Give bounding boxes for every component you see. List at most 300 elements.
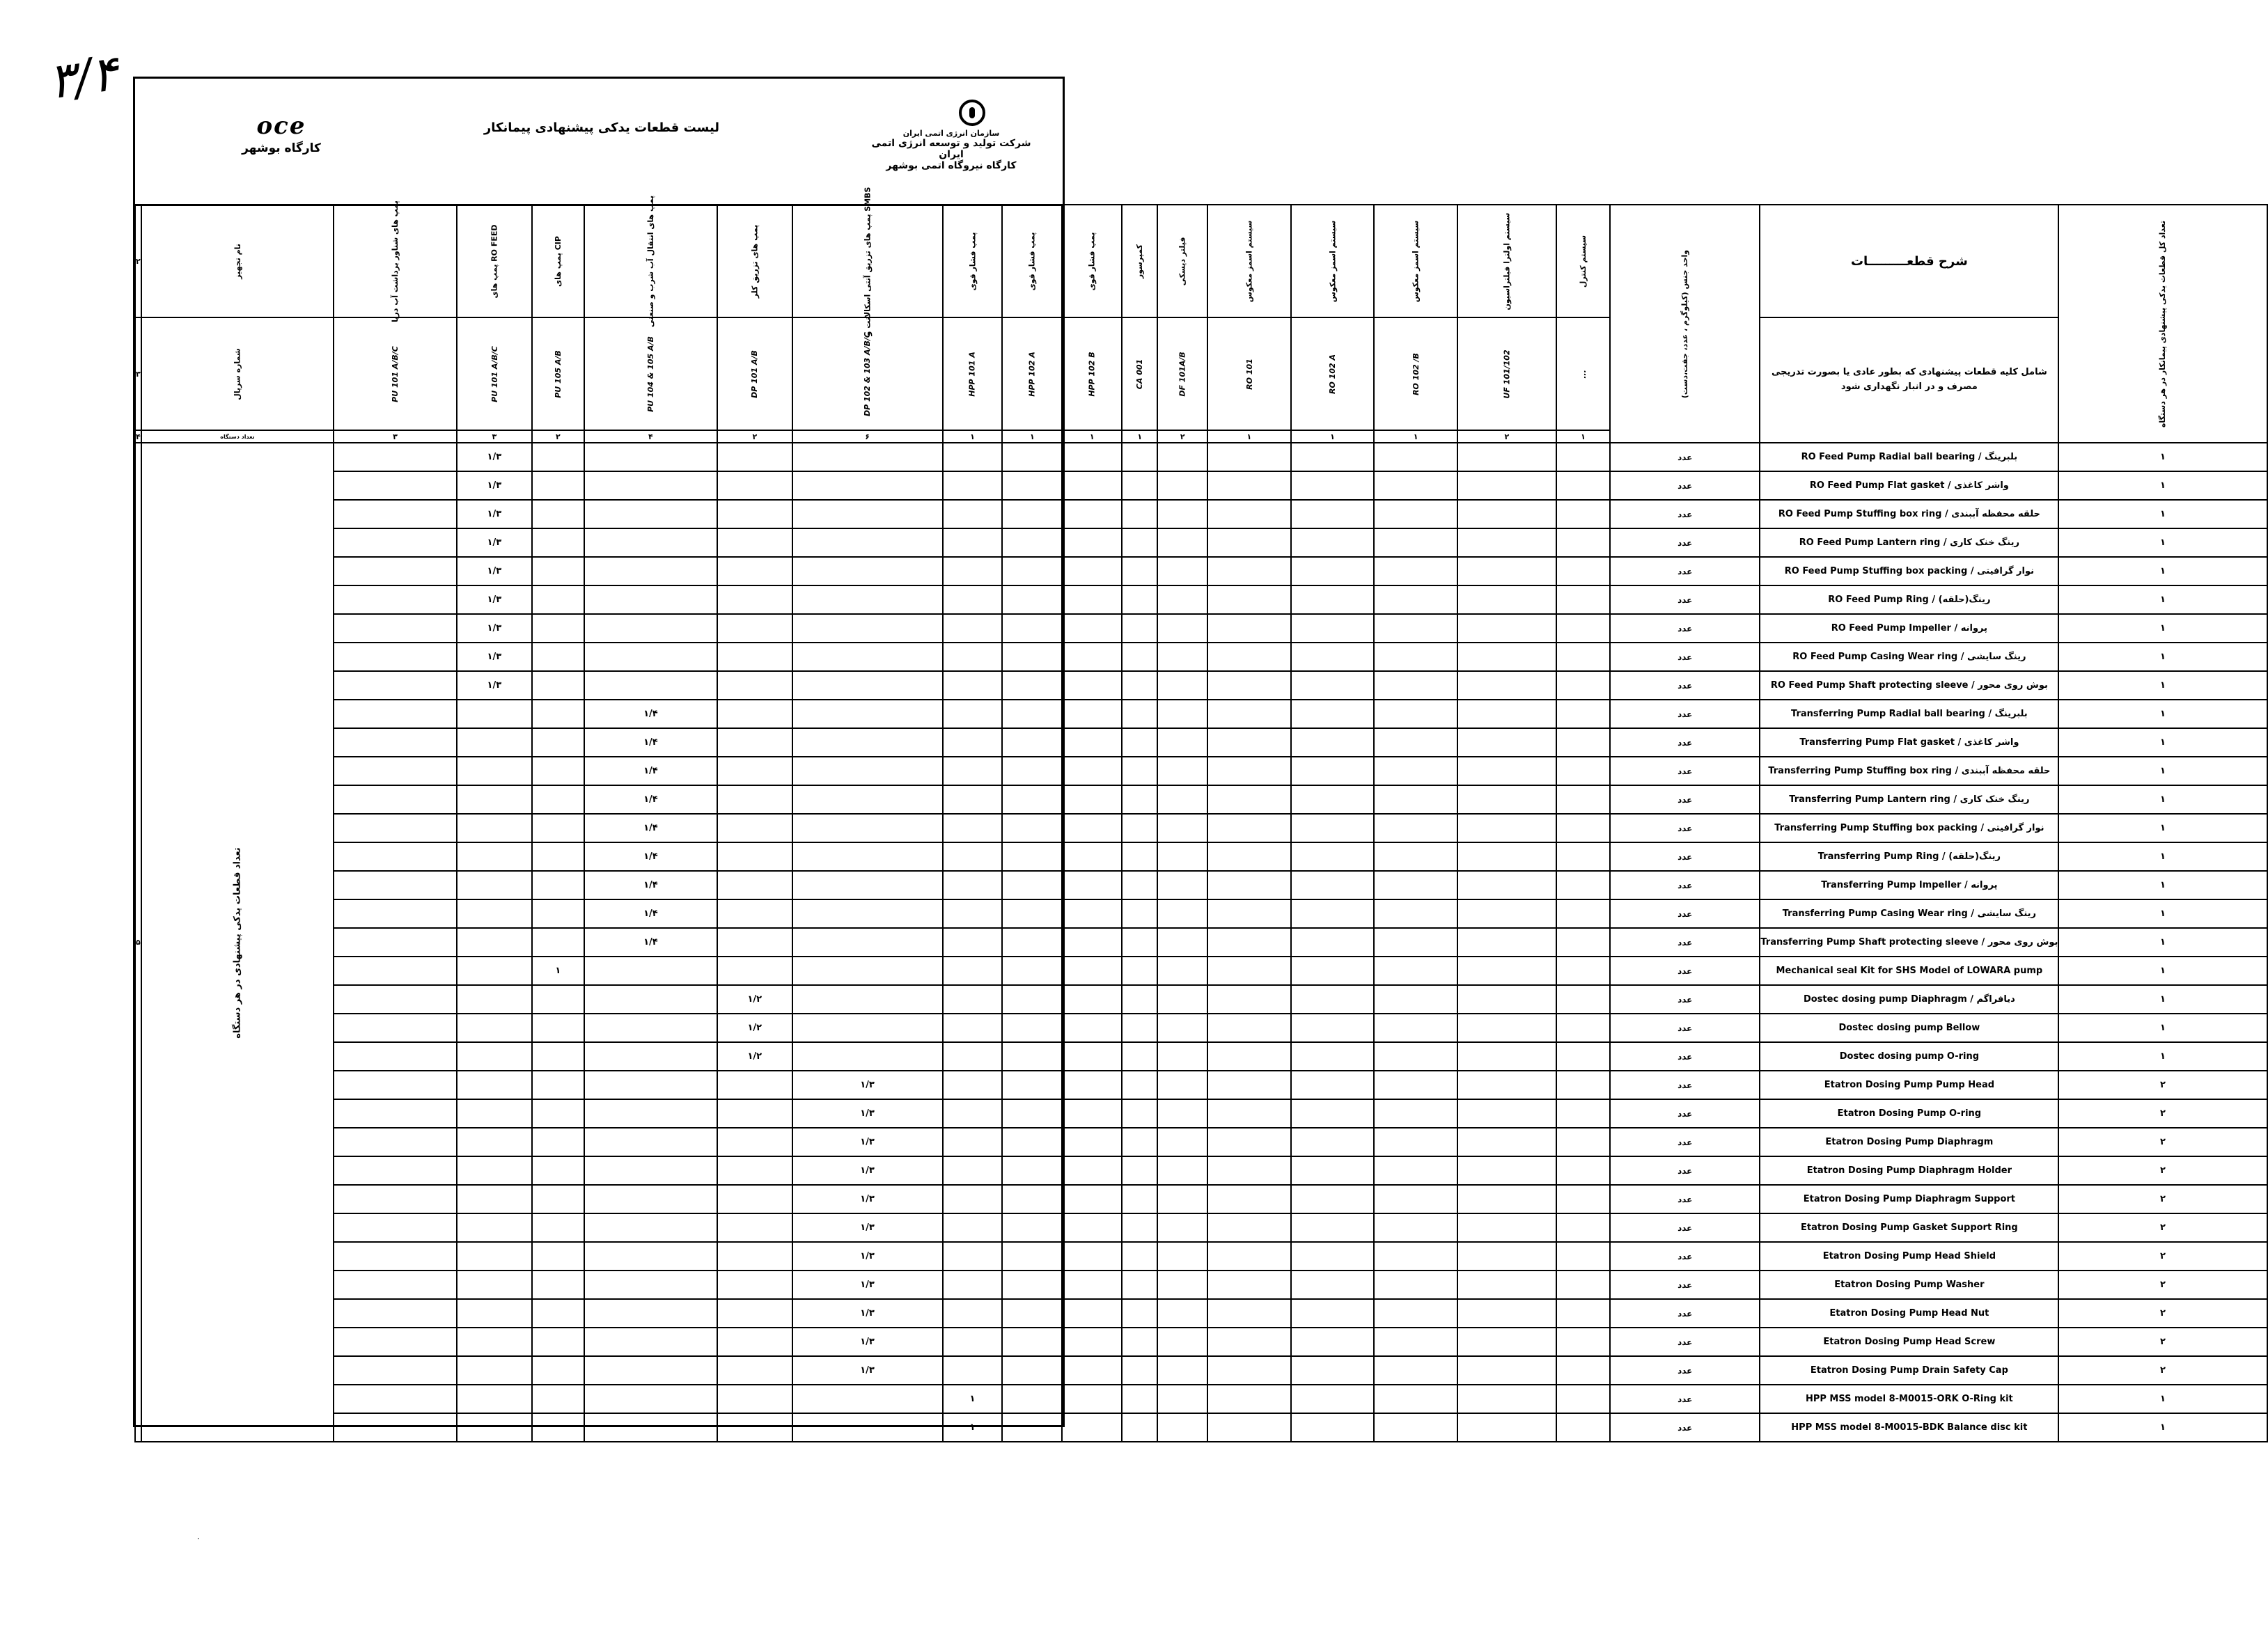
quantity-cell xyxy=(532,871,584,899)
unit-cell: عدد xyxy=(1610,1356,1760,1385)
quantity-cell xyxy=(334,1385,457,1413)
quantity-cell xyxy=(1291,500,1375,528)
contractor-site: کارگاه بوشهر xyxy=(242,141,321,155)
device-count-cell: ۱ xyxy=(1291,430,1375,443)
quantity-cell xyxy=(334,1328,457,1356)
quantity-cell xyxy=(717,928,792,957)
quantity-cell xyxy=(1062,1099,1122,1128)
quantity-cell xyxy=(1556,643,1610,671)
quantity-cell: ۱/۳ xyxy=(792,1156,943,1185)
unit-cell: عدد xyxy=(1610,1042,1760,1071)
quantity-cell xyxy=(457,1185,532,1213)
quantity-cell xyxy=(1122,757,1157,785)
quantity-cell xyxy=(584,1271,717,1299)
quantity-cell xyxy=(717,728,792,757)
unit-cell: عدد xyxy=(1610,585,1760,614)
quantity-cell xyxy=(334,871,457,899)
unit-cell: عدد xyxy=(1610,785,1760,814)
quantity-cell xyxy=(1457,899,1556,928)
quantity-cell xyxy=(1157,671,1207,700)
quantity-cell xyxy=(1062,1242,1122,1271)
quantity-cell xyxy=(532,1413,584,1442)
quantity-cell xyxy=(1291,1242,1375,1271)
unit-cell: عدد xyxy=(1610,728,1760,757)
quantity-cell xyxy=(717,899,792,928)
equipment-name-cell: پمپ های RO FEED xyxy=(457,205,532,317)
quantity-cell xyxy=(1207,1271,1291,1299)
quantity-cell xyxy=(943,957,1003,985)
quantity-cell xyxy=(1457,1042,1556,1071)
quantity-cell: ۱/۴ xyxy=(584,728,717,757)
quantity-cell xyxy=(717,528,792,557)
quantity-cell xyxy=(1002,842,1062,871)
quantity-cell xyxy=(1062,814,1122,842)
quantity-cell xyxy=(1062,1014,1122,1042)
description-cell: HPP MSS model 8-M0015-ORK O-Ring kit xyxy=(1760,1385,2058,1413)
quantity-cell xyxy=(1374,928,1457,957)
quantity-cell xyxy=(457,1014,532,1042)
quantity-cell xyxy=(532,1213,584,1242)
quantity-cell xyxy=(1457,671,1556,700)
quantity-cell xyxy=(1157,1385,1207,1413)
quantity-cell xyxy=(717,785,792,814)
description-cell: Dostec dosing pump O-ring xyxy=(1760,1042,2058,1071)
quantity-cell xyxy=(943,1128,1003,1156)
quantity-cell xyxy=(1556,1242,1610,1271)
quantity-cell xyxy=(1374,1299,1457,1328)
quantity-cell xyxy=(457,899,532,928)
quantity-cell xyxy=(1062,1071,1122,1099)
quantity-cell xyxy=(1291,671,1375,700)
quantity-cell xyxy=(943,785,1003,814)
quantity-cell xyxy=(1122,500,1157,528)
quantity-cell xyxy=(717,1271,792,1299)
quantity-cell xyxy=(1002,1271,1062,1299)
quantity-cell xyxy=(334,785,457,814)
quantity-cell xyxy=(1457,957,1556,985)
quantity-cell xyxy=(1457,1271,1556,1299)
quantity-cell xyxy=(1556,1014,1610,1042)
quantity-cell xyxy=(1122,928,1157,957)
quantity-cell: ۱/۳ xyxy=(792,1185,943,1213)
quantity-cell xyxy=(584,1071,717,1099)
quantity-cell xyxy=(1556,1299,1610,1328)
quantity-cell xyxy=(1457,1328,1556,1356)
description-cell: Etatron Dosing Pump Head Shield xyxy=(1760,1242,2058,1271)
quantity-cell xyxy=(584,614,717,643)
quantity-cell xyxy=(1457,1014,1556,1042)
total-cell: ۱ xyxy=(2058,1413,2267,1442)
quantity-cell xyxy=(1157,1356,1207,1385)
quantity-cell xyxy=(1457,585,1556,614)
quantity-cell: ۱/۳ xyxy=(457,585,532,614)
equipment-name-cell: سیستم اسمز معکوس xyxy=(1291,205,1375,317)
quantity-cell xyxy=(943,728,1003,757)
quantity-cell: ۱ xyxy=(943,1385,1003,1413)
quantity-cell xyxy=(1291,1042,1375,1071)
quantity-cell xyxy=(1374,728,1457,757)
quantity-cell xyxy=(717,671,792,700)
serial-number-cell: HPP 102 B xyxy=(1062,317,1122,430)
quantity-cell xyxy=(1002,785,1062,814)
quantity-cell xyxy=(1207,1042,1291,1071)
quantity-cell xyxy=(717,1213,792,1242)
quantity-cell xyxy=(1457,1413,1556,1442)
quantity-cell xyxy=(457,785,532,814)
quantity-cell xyxy=(1374,1242,1457,1271)
quantity-cell xyxy=(1291,842,1375,871)
quantity-cell xyxy=(717,1328,792,1356)
quantity-cell xyxy=(1374,757,1457,785)
quantity-cell xyxy=(1374,1185,1457,1213)
quantity-cell xyxy=(1556,614,1610,643)
description-cell: RO Feed Pump Radial ball bearing / بلبرینگ xyxy=(1760,443,2058,471)
quantity-cell xyxy=(792,1385,943,1413)
quantity-cell xyxy=(457,1328,532,1356)
equipment-name-label: نام تجهیز xyxy=(141,205,334,317)
quantity-cell xyxy=(943,814,1003,842)
quantity-cell xyxy=(1556,500,1610,528)
quantity-cell xyxy=(1291,614,1375,643)
quantity-cell xyxy=(584,1185,717,1213)
quantity-cell xyxy=(1207,528,1291,557)
quantity-cell xyxy=(943,928,1003,957)
quantity-cell xyxy=(1457,985,1556,1014)
equipment-name-cell: کمپرسور xyxy=(1122,205,1157,317)
quantity-cell xyxy=(1062,928,1122,957)
quantity-cell xyxy=(1457,814,1556,842)
quantity-cell xyxy=(334,1242,457,1271)
quantity-cell xyxy=(584,1156,717,1185)
equipment-name-cell: سیستم کنترل xyxy=(1556,205,1610,317)
table-row xyxy=(135,1356,2267,1385)
serial-number-cell: DF 101A/B xyxy=(1157,317,1207,430)
quantity-cell xyxy=(1122,871,1157,899)
description-cell: Etatron Dosing Pump Diaphragm Holder xyxy=(1760,1156,2058,1185)
quantity-cell xyxy=(1291,1185,1375,1213)
quantity-cell xyxy=(584,985,717,1014)
description-cell: Etatron Dosing Pump Pump Head xyxy=(1760,1071,2058,1099)
equipment-name-cell: پمپ های تزریق آنتی اسکالانت و SMBS xyxy=(792,205,943,317)
quantity-cell xyxy=(1062,700,1122,728)
serial-number-cell: DP 101 A/B xyxy=(717,317,792,430)
quantity-cell: ۱ xyxy=(943,1413,1003,1442)
description-cell: Etatron Dosing Pump Drain Safety Cap xyxy=(1760,1356,2058,1385)
quantity-cell xyxy=(943,700,1003,728)
quantity-cell xyxy=(1062,528,1122,557)
quantity-cell xyxy=(532,1185,584,1213)
unit-cell: عدد xyxy=(1610,443,1760,471)
quantity-cell xyxy=(532,728,584,757)
serial-number-cell: UF 101/102 xyxy=(1457,317,1556,430)
quantity-cell xyxy=(457,728,532,757)
quantity-cell xyxy=(1122,785,1157,814)
quantity-cell xyxy=(584,1213,717,1242)
description-cell: Etatron Dosing Pump O-ring xyxy=(1760,1099,2058,1128)
description-header: شرح قطعـــــــــات xyxy=(1760,205,2058,317)
quantity-cell xyxy=(457,985,532,1014)
quantity-cell xyxy=(1207,1185,1291,1213)
quantity-cell: ۱/۳ xyxy=(792,1099,943,1128)
quantity-cell xyxy=(584,443,717,471)
quantity-cell xyxy=(1122,1328,1157,1356)
quantity-cell xyxy=(532,1385,584,1413)
quantity-cell xyxy=(943,985,1003,1014)
aeoi-logo-icon xyxy=(959,100,985,126)
quantity-cell xyxy=(717,500,792,528)
total-cell: ۱ xyxy=(2058,528,2267,557)
quantity-cell xyxy=(1002,1042,1062,1071)
quantity-cell xyxy=(334,814,457,842)
serial-number-cell: ... xyxy=(1556,317,1610,430)
serial-number-cell: PU 101 A/B/C xyxy=(334,317,457,430)
quantity-cell xyxy=(1122,1014,1157,1042)
quantity-cell xyxy=(792,728,943,757)
quantity-cell xyxy=(1457,700,1556,728)
quantity-cell xyxy=(1207,643,1291,671)
quantity-cell xyxy=(1291,700,1375,728)
unit-cell: عدد xyxy=(1610,1328,1760,1356)
quantity-cell xyxy=(1002,1413,1062,1442)
quantity-cell xyxy=(1122,585,1157,614)
quantity-cell xyxy=(1291,1213,1375,1242)
quantity-cell xyxy=(1291,757,1375,785)
quantity-cell xyxy=(532,1156,584,1185)
unit-cell: عدد xyxy=(1610,1242,1760,1271)
quantity-cell xyxy=(334,985,457,1014)
quantity-cell xyxy=(1374,957,1457,985)
table-row xyxy=(135,585,2267,614)
quantity-cell xyxy=(1002,614,1062,643)
quantity-cell xyxy=(1556,1185,1610,1213)
quantity-cell xyxy=(1122,643,1157,671)
quantity-cell xyxy=(1002,500,1062,528)
quantity-cell xyxy=(717,957,792,985)
device-count-cell: ۱ xyxy=(1122,430,1157,443)
quantity-cell xyxy=(943,1014,1003,1042)
quantity-cell xyxy=(1157,1299,1207,1328)
quantity-cell xyxy=(334,500,457,528)
device-count-cell: ۱ xyxy=(1062,430,1122,443)
quantity-cell xyxy=(1556,443,1610,471)
quantity-cell xyxy=(1157,728,1207,757)
quantity-cell xyxy=(717,1413,792,1442)
quantity-cell xyxy=(1457,1385,1556,1413)
org-line-3: کارگاه نیروگاه اتمی بوشهر xyxy=(886,160,1017,171)
unit-cell: عدد xyxy=(1610,871,1760,899)
quantity-cell xyxy=(532,785,584,814)
quantity-cell xyxy=(792,557,943,585)
table-row xyxy=(135,1185,2267,1213)
quantity-cell xyxy=(334,1413,457,1442)
quantity-cell xyxy=(1157,1128,1207,1156)
quantity-cell xyxy=(1002,643,1062,671)
unit-cell: عدد xyxy=(1610,1213,1760,1242)
quantity-cell xyxy=(584,585,717,614)
serial-number-cell: CA 001 xyxy=(1122,317,1157,430)
quantity-cell xyxy=(1157,1271,1207,1299)
quantity-cell xyxy=(1374,1042,1457,1071)
quantity-cell xyxy=(457,757,532,785)
document-header xyxy=(135,79,1063,206)
quantity-cell xyxy=(1157,557,1207,585)
quantity-cell xyxy=(1157,643,1207,671)
quantity-cell: ۱/۴ xyxy=(584,842,717,871)
quantity-cell xyxy=(1374,557,1457,585)
description-cell: Etatron Dosing Pump Diaphragm Support xyxy=(1760,1185,2058,1213)
total-cell: ۱ xyxy=(2058,557,2267,585)
quantity-cell xyxy=(1002,443,1062,471)
quantity-cell xyxy=(1556,1071,1610,1099)
total-cell: ۲ xyxy=(2058,1185,2267,1213)
quantity-cell xyxy=(334,1156,457,1185)
quantity-cell xyxy=(792,671,943,700)
device-count-cell: ۳ xyxy=(334,430,457,443)
table-row xyxy=(135,500,2267,528)
quantity-cell: ۱/۳ xyxy=(792,1271,943,1299)
row-number: ۳ xyxy=(135,317,141,430)
quantity-cell xyxy=(943,1099,1003,1128)
unit-cell: عدد xyxy=(1610,1185,1760,1213)
device-count-cell: ۲ xyxy=(1457,430,1556,443)
table-row xyxy=(135,785,2267,814)
quantity-cell xyxy=(334,557,457,585)
quantity-cell: ۱/۲ xyxy=(717,985,792,1014)
table-row xyxy=(135,443,2267,471)
quantity-cell xyxy=(584,1042,717,1071)
quantity-cell xyxy=(943,500,1003,528)
contractor-block xyxy=(212,112,351,155)
quantity-cell: ۱/۳ xyxy=(457,643,532,671)
quantity-cell xyxy=(1291,1356,1375,1385)
total-cell: ۱ xyxy=(2058,1014,2267,1042)
quantity-cell xyxy=(1002,1071,1062,1099)
quantity-cell xyxy=(1122,814,1157,842)
quantity-cell xyxy=(1374,1356,1457,1385)
quantity-cell xyxy=(1062,1185,1122,1213)
quantity-cell xyxy=(1062,1413,1122,1442)
table-row xyxy=(135,842,2267,871)
quantity-cell xyxy=(1207,899,1291,928)
quantity-cell xyxy=(943,871,1003,899)
quantity-cell xyxy=(1157,1156,1207,1185)
unit-cell: عدد xyxy=(1610,1071,1760,1099)
quantity-cell xyxy=(334,842,457,871)
table-row xyxy=(135,700,2267,728)
quantity-cell xyxy=(457,1242,532,1271)
device-count-cell: ۶ xyxy=(792,430,943,443)
quantity-cell xyxy=(1157,1213,1207,1242)
quantity-cell xyxy=(1556,842,1610,871)
org-line-2: شرکت تولید و توسعه انرژی اتمی ایران xyxy=(871,138,1031,160)
quantity-cell xyxy=(1207,443,1291,471)
quantity-cell xyxy=(532,842,584,871)
table-row xyxy=(135,1271,2267,1299)
quantity-cell: ۱/۳ xyxy=(792,1128,943,1156)
table-row xyxy=(135,1014,2267,1042)
quantity-cell xyxy=(1002,700,1062,728)
quantity-cell xyxy=(334,700,457,728)
quantity-cell xyxy=(1291,785,1375,814)
quantity-cell xyxy=(1002,528,1062,557)
quantity-cell xyxy=(1122,557,1157,585)
quantity-cell xyxy=(717,757,792,785)
description-cell: RO Feed Pump Flat gasket / واشر کاغذی xyxy=(1760,471,2058,500)
quantity-cell xyxy=(1122,1128,1157,1156)
unit-cell: عدد xyxy=(1610,1413,1760,1442)
description-cell: Transferring Pump Ring / (حلقه)رینگ xyxy=(1760,842,2058,871)
quantity-cell xyxy=(943,443,1003,471)
quantity-cell xyxy=(1556,528,1610,557)
quantity-cell xyxy=(334,1042,457,1071)
serial-row xyxy=(135,317,2267,430)
quantity-cell xyxy=(1157,471,1207,500)
quantity-cell xyxy=(1062,1156,1122,1185)
quantity-cell xyxy=(1374,585,1457,614)
quantity-cell xyxy=(532,671,584,700)
quantity-cell xyxy=(792,899,943,928)
quantity-cell xyxy=(1062,1128,1122,1156)
quantity-cell: ۱/۴ xyxy=(584,700,717,728)
quantity-cell xyxy=(717,1356,792,1385)
quantity-cell xyxy=(792,614,943,643)
quantity-cell xyxy=(1374,871,1457,899)
equipment-name-cell: سیستم اسمز معکوس xyxy=(1207,205,1291,317)
equipment-name-cell: پمپ های انتقال آب شرب و صنعتی xyxy=(584,205,717,317)
quantity-cell xyxy=(1207,842,1291,871)
quantity-cell xyxy=(584,1328,717,1356)
quantity-cell xyxy=(532,814,584,842)
quantity-cell xyxy=(1291,871,1375,899)
quantity-cell xyxy=(1207,1328,1291,1356)
table-row xyxy=(135,671,2267,700)
table-row xyxy=(135,614,2267,643)
total-cell: ۱ xyxy=(2058,500,2267,528)
quantity-cell xyxy=(334,1213,457,1242)
quantity-cell xyxy=(584,1356,717,1385)
quantity-cell xyxy=(1291,528,1375,557)
table-row xyxy=(135,1128,2267,1156)
quantity-cell xyxy=(1556,871,1610,899)
quantity-cell xyxy=(1207,1099,1291,1128)
quantity-cell xyxy=(1062,643,1122,671)
quantity-cell xyxy=(532,500,584,528)
description-note: شامل کلیه قطعات پیشنهادی که بطور عادی یا بصورت تدریجی مصرف و در انبار نگهداری شود xyxy=(1760,317,2058,443)
quantity-cell xyxy=(1002,728,1062,757)
total-cell: ۲ xyxy=(2058,1271,2267,1299)
quantity-cell xyxy=(943,1071,1003,1099)
quantity-cell xyxy=(334,899,457,928)
quantity-cell xyxy=(1291,471,1375,500)
quantity-cell xyxy=(1207,557,1291,585)
table-row xyxy=(135,1299,2267,1328)
quantity-cell xyxy=(717,443,792,471)
quantity-cell xyxy=(1207,671,1291,700)
organization-block xyxy=(861,100,1042,171)
device-count-cell: ۱ xyxy=(1207,430,1291,443)
document-frame xyxy=(133,77,2168,1433)
quantity-cell xyxy=(943,842,1003,871)
quantity-cell xyxy=(1002,1328,1062,1356)
quantity-cell xyxy=(1556,1356,1610,1385)
quantity-cell xyxy=(1374,899,1457,928)
equipment-name-cell: پمپ فشار قوی xyxy=(1002,205,1062,317)
total-cell: ۱ xyxy=(2058,585,2267,614)
quantity-cell xyxy=(792,785,943,814)
quantity-cell xyxy=(1157,1014,1207,1042)
quantity-cell xyxy=(1291,1128,1375,1156)
quantity-cell xyxy=(943,471,1003,500)
